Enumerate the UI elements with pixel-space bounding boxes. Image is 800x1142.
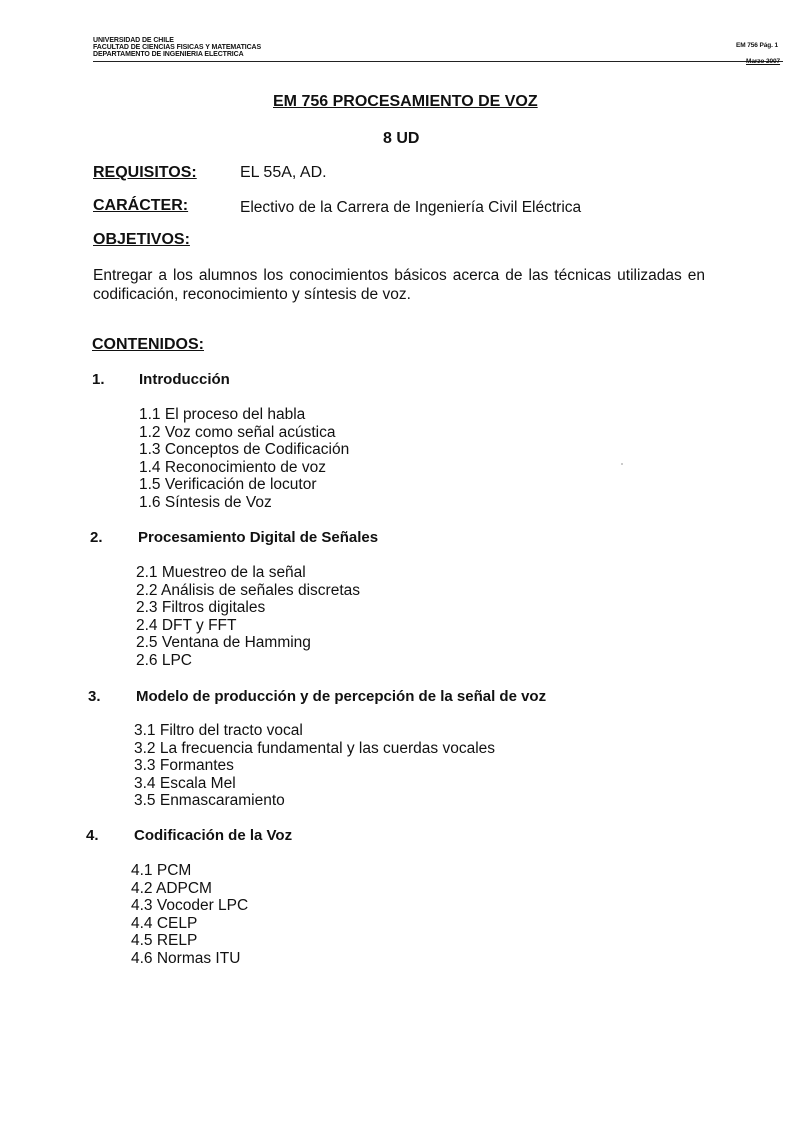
section-2-title: Procesamiento Digital de Señales [138,529,379,546]
list-item: 1.1 El proceso del habla [139,406,306,423]
section-3-number: 3. [88,688,101,705]
list-item: 3.3 Formantes [134,757,234,775]
header-rule [93,61,783,62]
university-name: UNIVERSIDAD DE CHILE [93,37,174,44]
document-date: Marzo 2007 [746,58,781,65]
page-reference: EM 756 Pág. 1 [736,42,779,49]
list-item: 1.2 Voz como señal acústica [139,423,336,441]
section-4-number: 4. [86,827,99,844]
section-4-items [131,862,248,968]
list-item: 2.2 Análisis de señales discretas [136,581,361,599]
section-2-number: 2. [90,529,103,546]
course-title: EM 756 PROCESAMIENTO DE VOZ [273,93,538,110]
scan-speck [621,463,623,465]
section-4-title: Codificación de la Voz [134,827,293,844]
requisitos-label: REQUISITOS: [93,164,197,181]
list-item: 4.2 ADPCM [131,879,212,897]
section-2-items [136,564,360,670]
list-item: 4.1 PCM [131,862,192,879]
section-1-items [139,406,349,512]
list-item: 1.6 Síntesis de Voz [139,493,272,511]
list-item: 4.6 Normas ITU [131,949,241,967]
requisitos-value: EL 55A, AD. [240,164,327,181]
list-item: 1.3 Conceptos de Codificación [139,441,350,459]
contenidos-label: CONTENIDOS: [92,336,204,353]
list-item: 2.1 Muestreo de la señal [136,564,306,581]
list-item: 3.1 Filtro del tracto vocal [134,722,303,739]
section-3-title: Modelo de producción y de percepción de la señal de voz [136,688,547,705]
course-credits: 8 UD [383,130,420,147]
department-name: DEPARTAMENTO DE INGENIERIA ELECTRICA [93,51,244,58]
list-item: 4.5 RELP [131,932,198,950]
section-3-items [134,722,495,810]
caracter-value: Electivo de la Carrera de Ingeniería Civil Eléctrica [240,199,582,216]
objetivos-line-1: Entregar a los alumnos los conocimientos básicos acerca de las técnicas utilizadas en [93,267,705,284]
list-item: 2.4 DFT y FFT [136,616,237,634]
objetivos-paragraph [93,266,705,304]
objetivos-line-2: codificación, reconocimiento y síntesis de voz. [93,286,411,303]
list-item: 2.3 Filtros digitales [136,599,266,617]
list-item: 2.6 LPC [136,651,193,669]
list-item: 2.5 Ventana de Hamming [136,634,311,652]
list-item: 4.3 Vocoder LPC [131,897,249,915]
list-item: 3.2 La frecuencia fundamental y las cuerdas vocales [134,739,496,757]
list-item: 1.4 Reconocimiento de voz [139,458,326,476]
section-1-number: 1. [92,371,105,388]
objetivos-label: OBJETIVOS: [93,231,190,248]
section-1-title: Introducción [139,371,230,388]
caracter-label: CARÁCTER: [93,197,189,214]
faculty-name: FACULTAD DE CIENCIAS FISICAS Y MATEMATICAS [93,44,262,51]
list-item: 4.4 CELP [131,914,198,932]
list-item: 3.5 Enmascaramiento [134,792,285,810]
list-item: 1.5 Verificación de locutor [139,476,317,494]
list-item: 3.4 Escala Mel [134,774,236,792]
